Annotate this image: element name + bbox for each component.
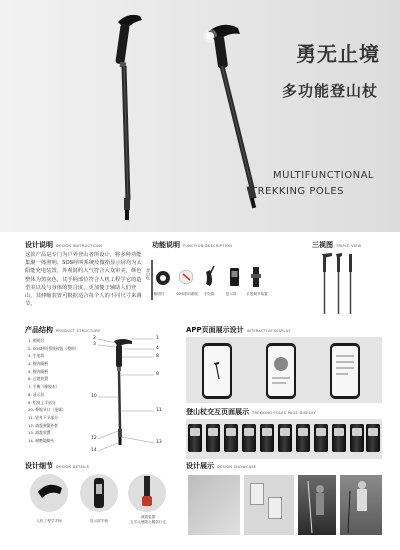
phone-mock <box>250 483 264 505</box>
callout-number: 2 <box>93 336 96 341</box>
three-view-drawing <box>318 250 358 320</box>
callout-number: 10 <box>91 394 97 399</box>
showcase-photo-walker <box>340 475 382 535</box>
flashlight-icon <box>206 266 214 286</box>
length-adjust-icon <box>251 267 261 287</box>
structure-title: 产品结构 <box>25 326 53 334</box>
function-label-flashlight: 手电筒 <box>203 292 215 296</box>
detail-damper-image <box>128 474 166 512</box>
front-view <box>322 253 332 314</box>
text-line <box>336 355 354 357</box>
phone-screen-3-content <box>332 346 358 396</box>
structure-item: 1. 照明灯 <box>28 338 45 343</box>
detail-label-damper: 减震装置 五羊大理随上腰部行走 <box>130 515 166 524</box>
app-display-title: APP页面展示设计 <box>186 326 244 334</box>
hero-poles-illustration <box>0 0 400 232</box>
structure-item: 6. 过渡装置 <box>28 376 49 382</box>
interaction-screen <box>260 424 274 452</box>
pole-icon <box>210 361 224 381</box>
interaction-screen <box>366 424 380 452</box>
phone-screen-3 <box>330 343 360 399</box>
details-heading <box>25 461 89 471</box>
function-label-length: 长度调节装置 <box>246 292 268 296</box>
functions-title: 功能说明 <box>152 241 180 249</box>
structure-item: 10. 伸缩节口（金属） <box>28 407 66 413</box>
three-view-title: 三视图 <box>312 241 333 249</box>
lamp-icon <box>156 271 170 285</box>
interaction-screen <box>206 424 220 452</box>
showcase-heading <box>186 461 256 471</box>
hero-banner <box>0 0 400 232</box>
callout-number: 14 <box>91 448 97 453</box>
structure-item: 14. 耐磨地脚头 <box>28 437 55 443</box>
structure-item: 11. 铝身下半部分 <box>28 414 59 420</box>
showcase-photo-hiker <box>298 475 336 535</box>
callout-number: 13 <box>156 440 162 445</box>
interaction-screen <box>350 424 364 452</box>
callout-number: 4 <box>156 346 159 351</box>
callout-number: 9 <box>156 372 159 377</box>
design-notes-title: 设计说明 <box>25 241 53 249</box>
interaction-title-en: TREKKING POLES PAGE DISPLAY <box>252 411 316 415</box>
structure-item: 12. 减震弹簧外套 <box>28 422 59 428</box>
structure-item: 2. SOS呼叫系统按钮（塑料） <box>28 345 79 351</box>
detail-handle-image <box>30 474 68 512</box>
interaction-screen <box>296 424 310 452</box>
phone-screen-2-content <box>268 346 294 396</box>
structure-item: 13. 减震装置 <box>28 430 51 436</box>
trekking-pole-right <box>203 25 257 209</box>
design-notes-heading <box>25 240 103 250</box>
function-label-sos: SOS呼叫系统 <box>176 292 198 296</box>
callout-number: 11 <box>156 408 162 413</box>
detail-label-handle: 人机工程学手柄 <box>36 519 62 523</box>
display-icon <box>230 268 239 286</box>
showcase-title-en: DESIGN SHOWCASE <box>217 465 257 469</box>
function-label-display: 显示屏 <box>225 292 237 296</box>
showcase-photo-papers <box>188 475 240 535</box>
text-line <box>336 361 354 363</box>
hero-title: 勇无止境 <box>296 42 380 66</box>
functions-side-label: 登山杖 <box>146 268 151 280</box>
design-notes-title-en: DESIGN INSTRUCTIONS <box>56 244 103 248</box>
interaction-screen <box>242 424 256 452</box>
showcase-photo-phones <box>244 475 294 535</box>
three-view-heading <box>312 240 361 250</box>
callout-number: 8 <box>156 354 159 359</box>
text-line <box>272 382 286 384</box>
app-display-title-en: INTERACTIVE DISPLAY <box>246 329 291 333</box>
interaction-screen <box>278 424 292 452</box>
side-view <box>336 253 342 314</box>
design-notes-body: 这款产品是专门为户外登山者所设计，将多种功能集聚一体照明、SOS呼叫系统及微指显示屏均为太阳能充电装置，外观简约大气符合大众审美，颜色整体为黑灰色，其手柄部位符合人机工程学它的造型美以及与身体的契合度，更加便于辅助人们登山，其伸缩装置可根据适合每个人的不同尺寸来调节。 <box>25 252 142 308</box>
showcase-title: 设计展示 <box>186 462 214 470</box>
text-line <box>336 367 354 369</box>
back-view <box>349 254 352 314</box>
structure-item: 8. 显示屏 <box>28 391 45 397</box>
functions-heading <box>152 240 232 250</box>
details-title-en: DESIGN DETAILS <box>56 465 90 469</box>
phone-mock <box>268 497 282 519</box>
detail-display-image <box>80 474 118 512</box>
sos-icon <box>179 270 193 284</box>
function-label-lamp: 照明灯 <box>153 292 165 296</box>
hero-english-line1: MULTIFUNCTIONAL <box>272 170 374 181</box>
trekking-pole-left <box>115 15 142 220</box>
structure-item: 3. 手电筒 <box>28 353 45 359</box>
structure-item: 5. 握内圈柄 <box>28 368 49 374</box>
details-title: 设计细节 <box>25 462 53 470</box>
structure-item: 7. 手腕（橡胶布） <box>28 384 60 390</box>
app-display-heading <box>186 325 291 335</box>
interaction-screen <box>188 424 202 452</box>
interaction-screen <box>224 424 238 452</box>
structure-list <box>28 337 88 445</box>
structure-heading <box>25 325 101 335</box>
functions-title-en: FUNCTION DESCRIPTION <box>183 244 232 248</box>
text-line <box>336 373 348 375</box>
interaction-title: 登山杖交互页面展示 <box>186 408 249 416</box>
structure-item: 4. 握内圈柄 <box>28 361 49 367</box>
hero-english-line2: TREKKING POLES <box>251 186 344 197</box>
structure-title-en: PRODUCT STRUCTURE <box>56 329 101 333</box>
callout-number: 3 <box>93 342 96 347</box>
text-line <box>272 377 290 379</box>
interaction-screen <box>314 424 328 452</box>
phone-screen-1 <box>202 343 232 399</box>
map-thumbnail <box>274 357 288 371</box>
structure-diagram <box>90 335 170 455</box>
hero-subtitle: 多功能登山杖 <box>281 82 378 100</box>
three-view-title-en: TRIPLE VIEW <box>336 244 362 248</box>
detail-label-display: 显示屏手柄 <box>90 519 108 523</box>
interaction-heading <box>186 407 316 417</box>
callout-number: 12 <box>91 436 97 441</box>
callout-number: 1 <box>156 336 159 341</box>
interaction-screen <box>332 424 346 452</box>
structure-item: 9. 铝身上半部分 <box>28 399 56 405</box>
phone-screen-2 <box>266 343 296 399</box>
structure-pole <box>114 339 132 445</box>
